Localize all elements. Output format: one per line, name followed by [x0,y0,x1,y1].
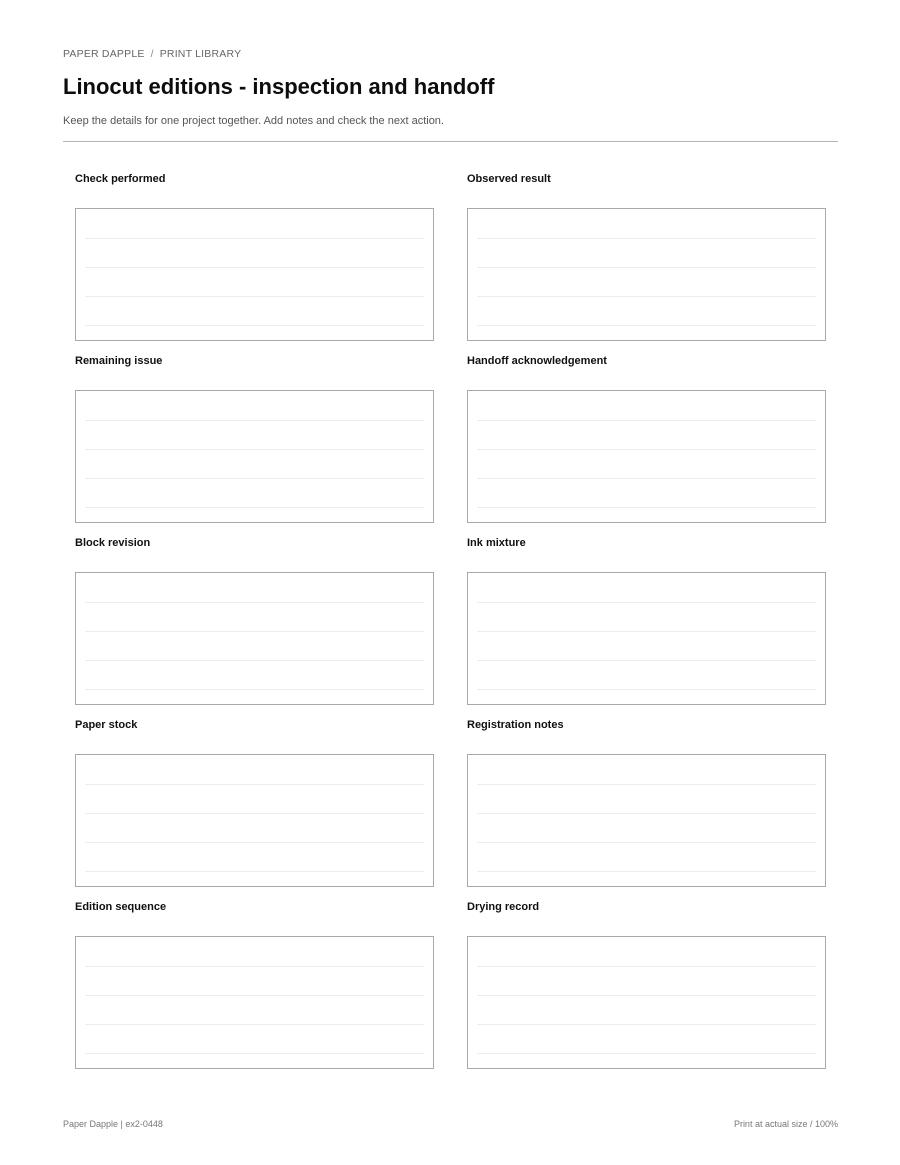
field-ink-mixture [467,530,826,712]
field-label: Drying record [467,901,540,913]
ruled-line [477,689,816,690]
ruled-line [85,784,424,785]
ruled-line [85,325,424,326]
ruled-line [477,420,816,421]
ruled-line [477,602,816,603]
ruled-line [477,449,816,450]
field-remaining-issue [75,348,434,530]
ruled-line [477,325,816,326]
ruled-line [85,842,424,843]
breadcrumb-brand[interactable]: PAPER DAPPLE [63,48,145,60]
ruled-line [85,449,424,450]
breadcrumb-section[interactable]: PRINT LIBRARY [159,48,242,60]
ruled-line [85,660,424,661]
breadcrumb-separator: / [150,48,154,60]
notes-box[interactable] [467,572,826,705]
ruled-line [85,966,424,967]
notes-box[interactable] [467,390,826,523]
ruled-line [477,995,816,996]
ruled-line [85,420,424,421]
breadcrumb [63,48,241,60]
ruled-line [477,1053,816,1054]
notes-box[interactable] [467,754,826,887]
ruled-line [477,478,816,479]
field-label: Check performed [75,173,166,185]
ruled-line [477,238,816,239]
field-label: Remaining issue [75,355,163,367]
ruled-line [85,689,424,690]
field-label: Observed result [467,173,551,185]
ruled-line [477,267,816,268]
ruled-line [85,267,424,268]
ruled-line [477,871,816,872]
fields-grid [75,166,826,1076]
field-label: Handoff acknowledgement [467,355,607,367]
ruled-line [85,478,424,479]
ruled-line [477,784,816,785]
notes-box[interactable] [75,572,434,705]
field-label: Ink mixture [467,537,526,549]
ruled-line [477,631,816,632]
ruled-line [85,296,424,297]
field-edition-sequence [75,894,434,1076]
ruled-line [85,871,424,872]
ruled-line [85,995,424,996]
ruled-line [477,966,816,967]
ruled-line [477,660,816,661]
notes-box[interactable] [467,208,826,341]
ruled-line [85,507,424,508]
notes-box[interactable] [75,754,434,887]
ruled-line [85,1053,424,1054]
field-check-performed [75,166,434,348]
footer-reference: Paper Dapple | ex2-0448 [63,1119,163,1129]
field-registration-notes [467,712,826,894]
field-block-revision [75,530,434,712]
ruled-line [477,842,816,843]
ruled-line [477,1024,816,1025]
notes-box[interactable] [467,936,826,1069]
field-label: Edition sequence [75,901,167,913]
notes-box[interactable] [75,208,434,341]
footer-print-note: Print at actual size / 100% [733,1119,838,1129]
ruled-line [85,602,424,603]
notes-box[interactable] [75,390,434,523]
page-subtitle: Keep the details for one project together. Add notes and check the next action. [63,115,444,127]
field-label: Block revision [75,537,151,549]
ruled-line [477,296,816,297]
ruled-line [85,1024,424,1025]
header-divider [63,141,838,142]
ruled-line [477,813,816,814]
field-handoff-acknowledgement [467,348,826,530]
ruled-line [85,238,424,239]
field-drying-record [467,894,826,1076]
field-paper-stock [75,712,434,894]
ruled-line [85,813,424,814]
page-title: Linocut editions - inspection and handoff [63,74,495,99]
field-label: Registration notes [467,719,564,731]
ruled-line [477,507,816,508]
ruled-line [85,631,424,632]
notes-box[interactable] [75,936,434,1069]
field-label: Paper stock [75,719,138,731]
field-observed-result [467,166,826,348]
